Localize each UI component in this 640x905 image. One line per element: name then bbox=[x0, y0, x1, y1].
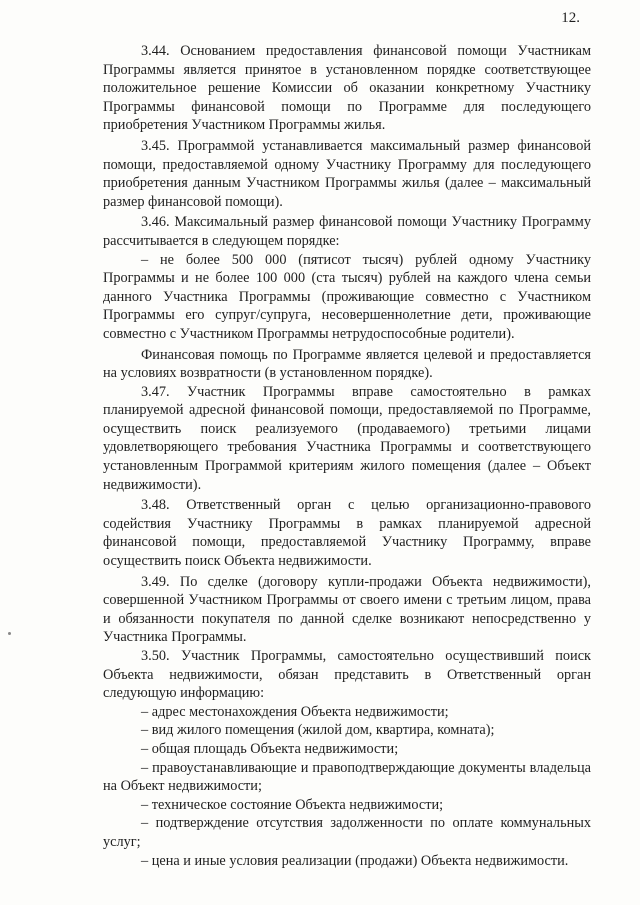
paragraph-3-47: 3.47. Участник Программы вправе самостоятельно в рамках планируемой адресной финансовой помощи, предоставляемой по Программе, осуществить поиск реализуемого (продаваемого) третьими лицами удовлетворяющего требования Участника Программы и соответствующего установленным Программой критериям жилого помещения (далее – Объект недвижимости). bbox=[103, 383, 591, 493]
scan-mark bbox=[8, 632, 11, 635]
list-item-no-utility-debt: – подтверждение отсутствия задолженности по оплате коммунальных услуг; bbox=[103, 815, 591, 850]
page-number: 12. bbox=[561, 10, 580, 26]
paragraph-3-48: 3.48. Ответственный орган с целью организационно-правового содействия Участнику Программы в рамках планируемой адресной финансовой помощи, предоставляемой Участнику Программу, вправе осуществить поиск Объекта недвижимости. bbox=[103, 497, 591, 570]
paragraph-3-50: 3.50. Участник Программы, самостоятельно осуществивший поиск Объекта недвижимости, обязан представить в Ответственный орган следующую информацию: bbox=[103, 648, 591, 702]
paragraph-3-45: 3.45. Программой устанавливается максимальный размер финансовой помощи, предоставляемой одному Участнику Программу для последующего приобретения данным Участником Программы жилья (далее – максимальный размер финансовой помощи). bbox=[103, 137, 591, 210]
paragraph-3-49: 3.49. По сделке (договору купли-продажи Объекта недвижимости), совершенной Участником Программы от своего имени с третьим лицом, права и обязанности покупателя по данной сделке возникают непосредственно у Участника Программы. bbox=[103, 573, 591, 646]
list-item-total-area: – общая площадь Объекта недвижимости; bbox=[141, 740, 399, 757]
paragraph-3-46-limit: – не более 500 000 (пятисот тысяч) рублей одному Участнику Программы и не более 100 000 (ста тысяч) рублей на каждого члена семьи данного Участника Программы (проживающие совместно с Участником Программы его супруг/супруга, несовершеннолетние дети, проживающие совместно с Участником Программы нетрудоспособные родители). bbox=[103, 251, 591, 342]
list-item-technical-condition: – техническое состояние Объекта недвижимости; bbox=[141, 796, 444, 813]
paragraph-3-44: 3.44. Основанием предоставления финансовой помощи Участникам Программы является принятое в установленном порядке соответствующее положительное решение Комиссии об оказании конкретному Участнику Программы финансовой помощи по Программе для последующего приобретения Участником Программы жилья. bbox=[103, 43, 591, 134]
paragraph-3-46: 3.46. Максимальный размер финансовой помощи Участнику Программу рассчитывается в следующем порядке: bbox=[103, 214, 591, 249]
list-item-title-documents: – правоустанавливающие и правоподтверждающие документы владельца на Объект недвижимости; bbox=[103, 759, 591, 795]
paragraph-financial-aid-purpose: Финансовая помощь по Программе является целевой и предоставляется на условиях возвратности (в установленном порядке). bbox=[103, 346, 591, 382]
list-item-address: – адрес местонахождения Объекта недвижимости; bbox=[141, 703, 449, 720]
list-item-price-and-terms: – цена и иные условия реализации (продажи) Объекта недвижимости. bbox=[141, 852, 569, 869]
list-item-housing-type: – вид жилого помещения (жилой дом, квартира, комната); bbox=[141, 722, 495, 739]
document-body bbox=[103, 42, 591, 870]
